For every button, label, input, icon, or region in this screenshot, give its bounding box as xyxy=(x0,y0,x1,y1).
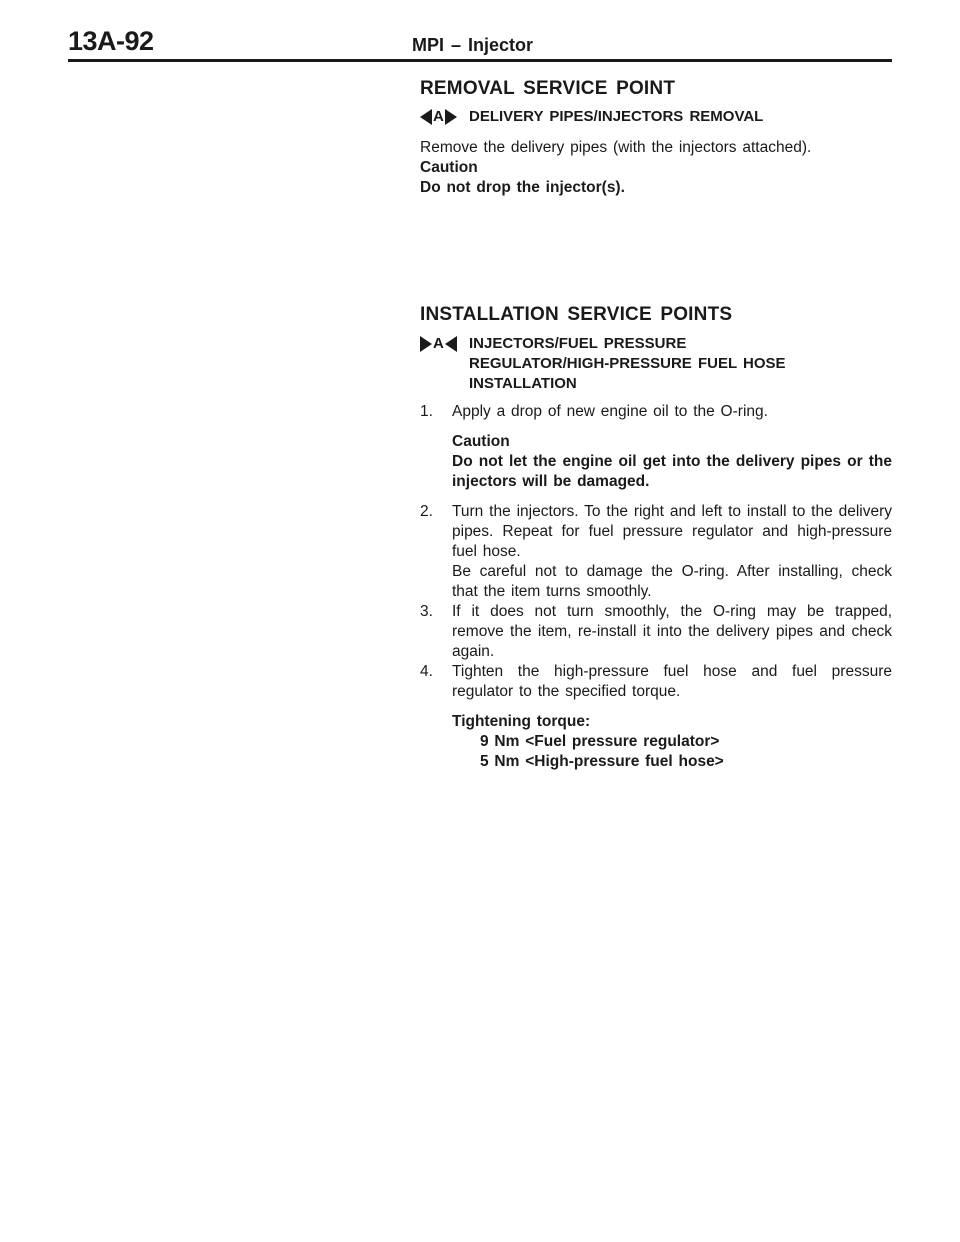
installation-caution xyxy=(420,432,892,492)
header-rule xyxy=(68,59,892,62)
removal-marker-letter: A xyxy=(433,108,444,125)
triangle-right-icon xyxy=(445,109,457,125)
installation-section-title: INSTALLATION SERVICE POINTS xyxy=(420,304,733,325)
step-text: Apply a drop of new engine oil to the O-ring. xyxy=(452,403,768,420)
triangle-right-icon xyxy=(420,336,432,352)
removal-section xyxy=(420,78,892,198)
removal-sub-heading xyxy=(420,107,892,127)
removal-caution-text: Do not drop the injector(s). xyxy=(420,179,625,196)
triangle-left-icon xyxy=(420,109,432,125)
step-text: Be careful not to damage the O-ring. After installing, check that the item turns smoothly. xyxy=(452,563,892,600)
torque-label: Tightening torque: xyxy=(452,713,591,730)
installation-sub-heading-line: INJECTORS/FUEL PRESSURE xyxy=(469,335,687,352)
removal-section-title: REMOVAL SERVICE POINT xyxy=(420,78,676,99)
installation-sub-heading xyxy=(420,334,892,394)
installation-marker-letter: A xyxy=(433,335,444,352)
installation-sub-heading-line: REGULATOR/HIGH-PRESSURE FUEL HOSE xyxy=(469,355,786,372)
list-item xyxy=(420,402,892,422)
installation-marker xyxy=(420,334,457,354)
torque-block xyxy=(420,712,892,772)
page-title: MPI – Injector xyxy=(412,35,534,55)
installation-steps xyxy=(420,402,892,422)
installation-caution-text: Do not let the engine oil get into the delivery pipes or the injectors will be damaged. xyxy=(452,453,892,490)
step-number: 4. xyxy=(420,663,433,680)
step-number: 3. xyxy=(420,603,433,620)
removal-caution-label: Caution xyxy=(420,159,478,176)
list-item xyxy=(420,662,892,702)
page-number: 13A-92 xyxy=(68,26,154,56)
installation-sub-heading-line: INSTALLATION xyxy=(469,375,577,392)
torque-value: 9 Nm <Fuel pressure regulator> xyxy=(480,733,720,750)
step-number: 1. xyxy=(420,403,433,420)
step-text: Tighten the high-pressure fuel hose and fuel pressure regulator to the specified torque. xyxy=(452,663,892,700)
triangle-left-icon xyxy=(445,336,457,352)
step-number: 2. xyxy=(420,503,433,520)
list-item xyxy=(420,502,892,602)
torque-value: 5 Nm <High-pressure fuel hose> xyxy=(480,753,724,770)
installation-steps-continued xyxy=(420,502,892,702)
step-text: Turn the injectors. To the right and left to install to the delivery pipes. Repeat for fuel pressure regulator and high-pressure fuel hose. xyxy=(452,503,892,560)
removal-sub-heading-text: DELIVERY PIPES/INJECTORS REMOVAL xyxy=(469,108,764,125)
installation-caution-label: Caution xyxy=(452,433,510,450)
removal-marker xyxy=(420,107,457,127)
list-item xyxy=(420,602,892,662)
removal-text: Remove the delivery pipes (with the injectors attached). xyxy=(420,139,812,156)
step-text: If it does not turn smoothly, the O-ring may be trapped, remove the item, re-install it into the delivery pipes and check again. xyxy=(452,603,892,660)
installation-section xyxy=(420,304,892,772)
